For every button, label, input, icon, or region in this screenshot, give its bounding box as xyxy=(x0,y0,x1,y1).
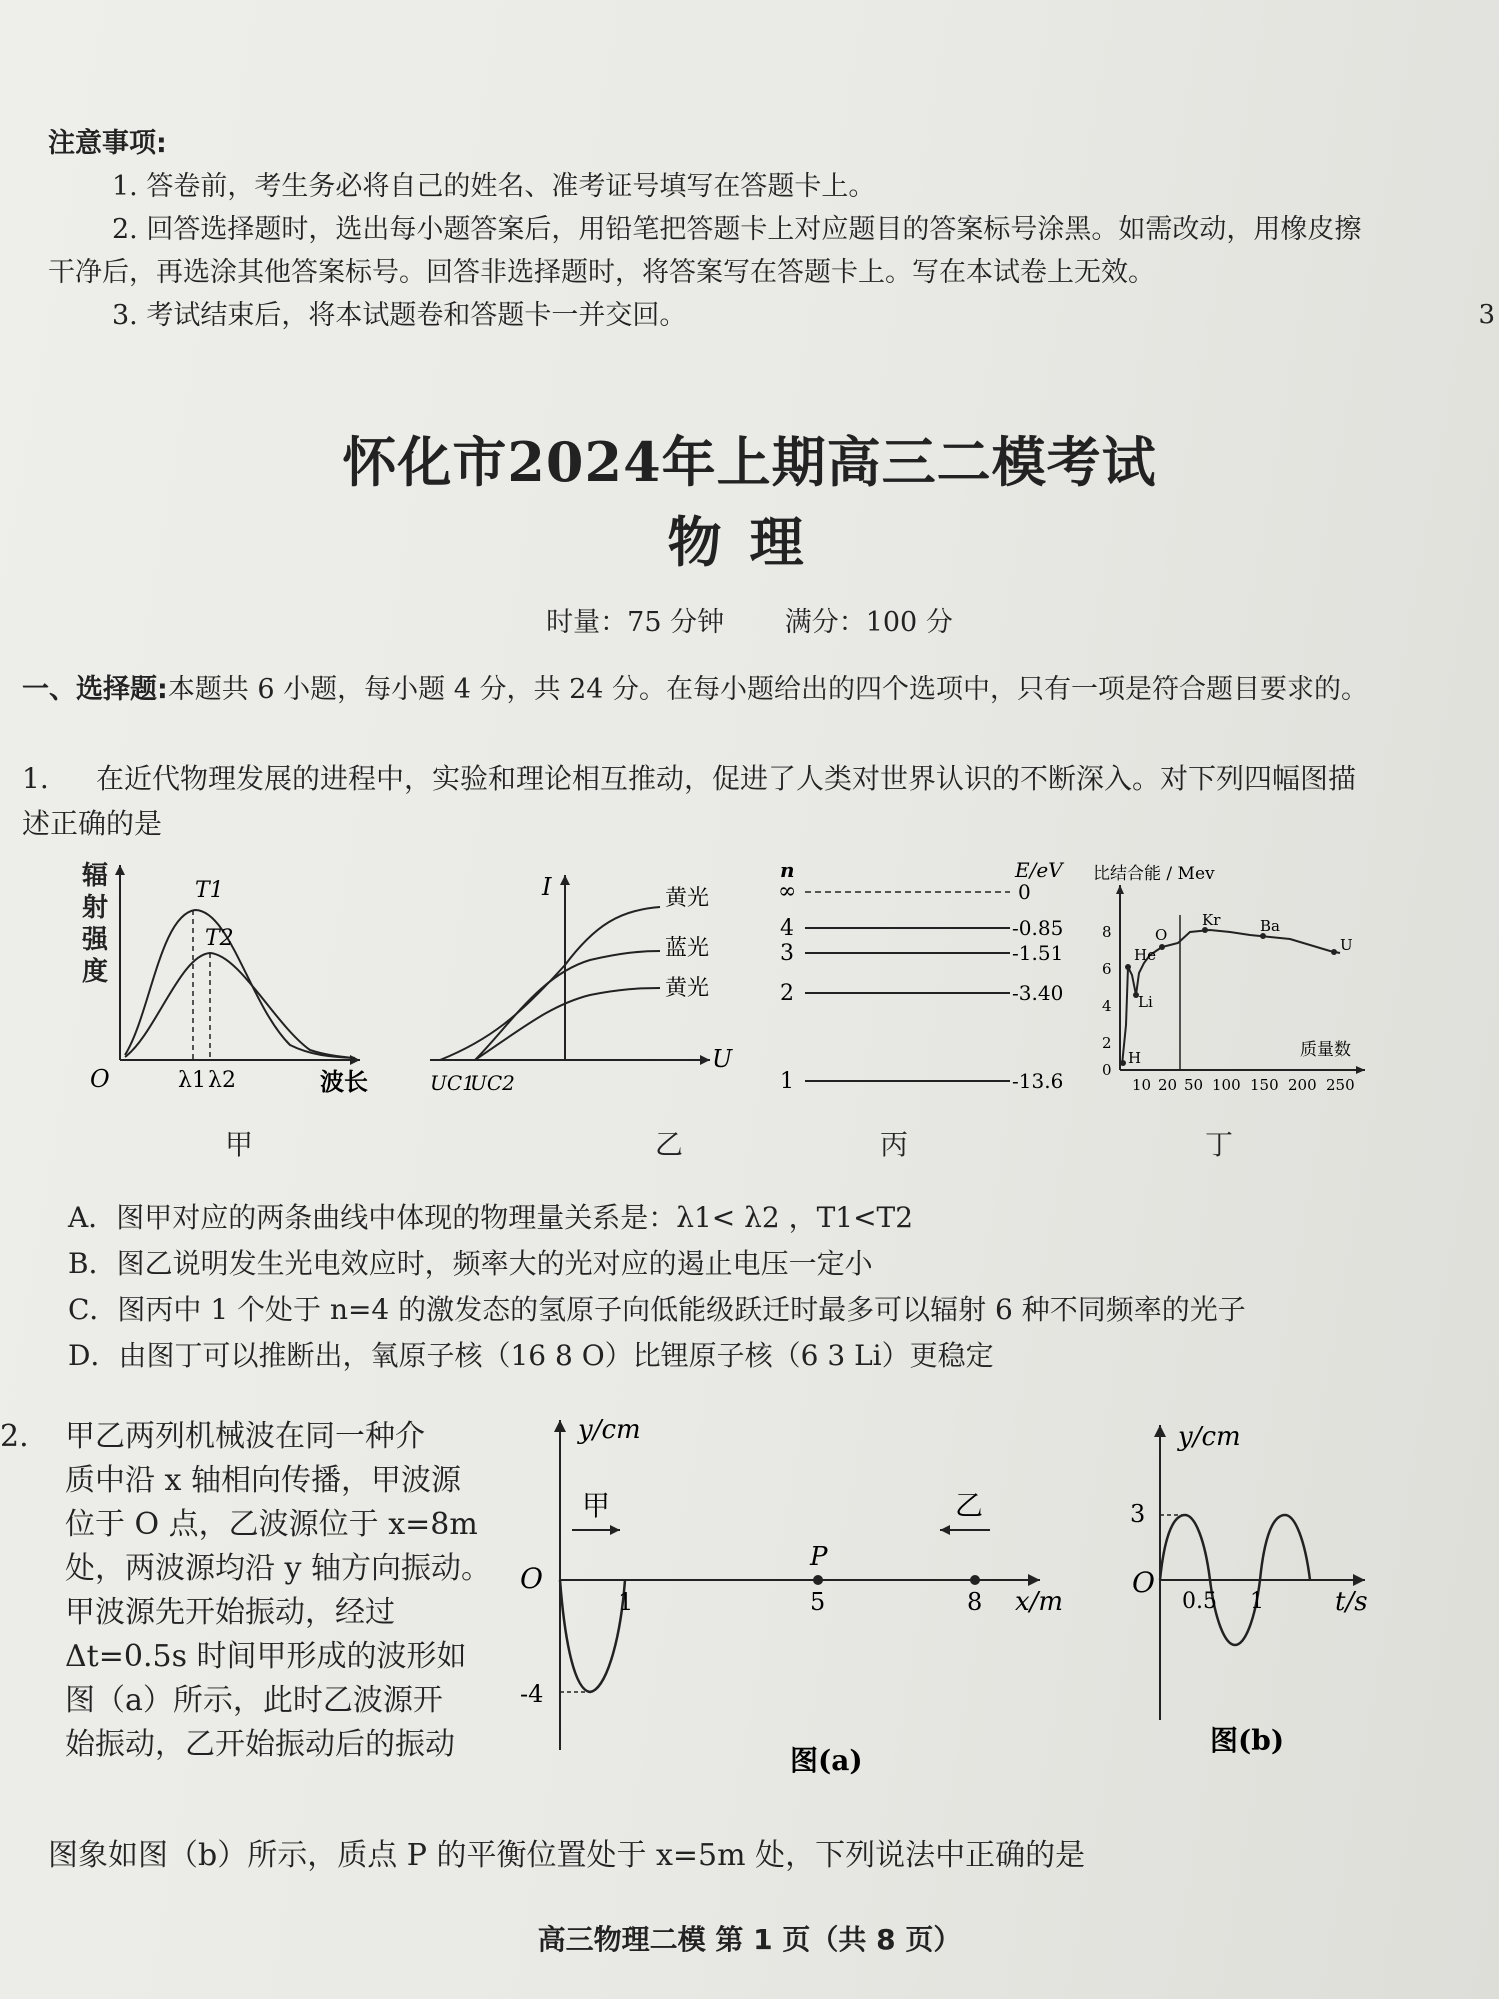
label-yaxis: y/cm xyxy=(1178,1422,1241,1452)
label-yaxis: 辐射强度 xyxy=(82,861,109,987)
stem-line: 处，两波源均沿 y 轴方向振动。 xyxy=(65,1551,492,1586)
exam-title: 怀化市2024年上期高三二模考试 xyxy=(342,430,1157,494)
level-energy: -1.51 xyxy=(1012,941,1064,965)
notes-item: 2. 回答选择题时，选出每小题答案后，用铅笔把答题卡上对应题目的答案标号涂黑。如需改动，用橡皮擦干净后，再选涂其他答案标号。回答非选择题时，将答案写在答题卡上。写在本试卷上无效。 xyxy=(48,214,1362,288)
stem-line: 图（a）所示，此时乙波源开 xyxy=(65,1683,443,1718)
label-uc2: UC2 xyxy=(470,1071,515,1095)
level-n: ∞ xyxy=(778,879,797,904)
section-heading xyxy=(22,668,1382,712)
figure-caption: 丁 xyxy=(1205,1128,1234,1161)
tick-label: -4 xyxy=(520,1680,544,1708)
figure-bing xyxy=(780,855,1080,1175)
stem-line: 始振动，乙开始振动后的振动 xyxy=(65,1727,455,1762)
curve-label: 蓝光 xyxy=(665,936,710,961)
page-footer: 高三物理二模 第 1 页（共 8 页） xyxy=(537,1923,962,1956)
label-p: P xyxy=(810,1542,828,1572)
tick-label: 8 xyxy=(967,1588,983,1616)
ytick: 2 xyxy=(1102,1034,1112,1052)
question-1-figures xyxy=(82,855,1380,1175)
question-number: 1. xyxy=(22,762,49,795)
label-origin: O xyxy=(1132,1566,1155,1599)
stem-line: 甲乙两列机械波在同一种介 xyxy=(65,1419,425,1454)
label-energy: E/eV xyxy=(1015,858,1063,882)
label-xaxis: 质量数 xyxy=(1300,1040,1351,1060)
figure-caption: 甲 xyxy=(225,1128,254,1161)
section-label: 一、选择题: xyxy=(22,674,168,705)
label-xaxis: 波长 xyxy=(320,1067,368,1096)
curve-label: 黄光 xyxy=(665,886,710,911)
xtick: 10 xyxy=(1132,1076,1152,1094)
figure-yi xyxy=(430,855,733,1175)
ytick: 4 xyxy=(1102,997,1112,1015)
tick-label: 0.5 xyxy=(1182,1589,1217,1614)
figure-caption: 乙 xyxy=(655,1128,684,1161)
nuclide-label: Kr xyxy=(1202,911,1221,929)
stem-line: 甲波源先开始振动，经过 xyxy=(65,1595,395,1630)
label-jia: 甲 xyxy=(582,1489,611,1522)
xtick: 50 xyxy=(1184,1076,1204,1094)
exam-info xyxy=(0,600,1499,639)
label-n: n xyxy=(780,858,795,882)
stem-line: Δt=0.5s 时间甲形成的波形如 xyxy=(65,1639,467,1674)
label-origin: O xyxy=(520,1562,543,1595)
level-energy: 0 xyxy=(1018,880,1031,904)
label-yi: 乙 xyxy=(955,1489,984,1522)
figure-a xyxy=(510,1410,1070,1794)
label-yaxis: y/cm xyxy=(578,1415,641,1445)
tick-label: 1 xyxy=(618,1588,634,1616)
question-2-stem xyxy=(0,1415,500,1767)
question-text: 在近代物理发展的进程中，实验和理论相互推动，促进了人类对世界认识的不断深入。对下列四幅图描述正确的是 xyxy=(22,762,1357,840)
question-1-options xyxy=(68,1195,1398,1379)
curve-label: 黄光 xyxy=(665,976,710,1001)
ytick: 0 xyxy=(1102,1061,1112,1079)
label-lambda2: λ2 xyxy=(208,1068,236,1093)
nuclide-label: O xyxy=(1155,926,1168,944)
section-text: 本题共 6 小题，每小题 4 分，共 24 分。在每小题给出的四个选项中，只有一项是符合题目要求的。 xyxy=(167,674,1369,705)
label-yaxis: 比结合能 / Mev xyxy=(1093,864,1215,884)
level-n: 2 xyxy=(780,981,794,1006)
notes-item: 1. 答卷前，考生务必将自己的姓名、准考证号填写在答题卡上。 xyxy=(112,171,876,202)
label-yaxis: I xyxy=(542,873,552,901)
label-t1: T1 xyxy=(195,878,224,903)
time-info: 时量：75 分钟 xyxy=(546,607,725,638)
level-n: 1 xyxy=(780,1069,794,1094)
question-2-last-line: 图象如图（b）所示，质点 P 的平衡位置处于 x=5m 处，下列说法中正确的是 xyxy=(48,1838,1086,1873)
figure-b xyxy=(1110,1420,1380,1774)
xtick: 20 xyxy=(1158,1076,1178,1094)
nuclide-label: Ba xyxy=(1260,917,1280,935)
xtick: 150 xyxy=(1250,1076,1279,1094)
stem-line: 位于 O 点，乙波源位于 x=8m xyxy=(65,1507,478,1542)
option-d: D．由图丁可以推断出，氧原子核（16 8 O）比锂原子核（6 3 Li）更稳定 xyxy=(68,1339,994,1372)
score-info: 满分：100 分 xyxy=(784,607,953,638)
xtick: 200 xyxy=(1288,1076,1317,1094)
level-energy: -13.6 xyxy=(1012,1069,1064,1093)
ytick: 6 xyxy=(1102,960,1112,978)
figure-jia xyxy=(82,855,380,1175)
nuclide-label: He xyxy=(1134,946,1156,964)
label-xaxis: t/s xyxy=(1335,1587,1368,1617)
xtick: 250 xyxy=(1326,1076,1355,1094)
level-energy: -3.40 xyxy=(1012,981,1064,1005)
figure-caption: 图(b) xyxy=(1210,1724,1285,1757)
label-lambda1: λ1 xyxy=(178,1068,206,1093)
xtick: 100 xyxy=(1212,1076,1241,1094)
label-xaxis: x/m xyxy=(1015,1587,1064,1617)
tick-label: 3 xyxy=(1130,1500,1146,1528)
option-a: A．图甲对应的两条曲线中体现的物理量关系是：λ1< λ2 ，T1<T2 xyxy=(68,1201,914,1234)
subject-title: 物理 xyxy=(667,510,832,574)
level-energy: -0.85 xyxy=(1012,916,1064,940)
notes-block xyxy=(48,122,1368,337)
level-n: 4 xyxy=(780,916,794,941)
question-number: 2. xyxy=(0,1419,29,1454)
tick-label: 1 xyxy=(1250,1589,1264,1614)
level-n: 3 xyxy=(780,941,794,966)
label-origin: O xyxy=(90,1065,110,1093)
question-1-stem xyxy=(22,756,1382,846)
ytick: 8 xyxy=(1102,923,1112,941)
notes-item: 3. 考试结束后，将本试题卷和答题卡一并交回。 xyxy=(112,300,687,331)
nuclide-label: U xyxy=(1340,936,1353,954)
margin-mark: 3 xyxy=(1478,300,1495,330)
label-t2: T2 xyxy=(205,926,234,951)
label-xaxis: U xyxy=(712,1045,733,1073)
notes-heading: 注意事项: xyxy=(48,128,167,159)
option-b: B．图乙说明发生光电效应时，频率大的光对应的遏止电压一定小 xyxy=(68,1247,873,1280)
figure-caption: 图(a) xyxy=(790,1744,863,1777)
figure-caption: 丙 xyxy=(880,1128,909,1161)
label-uc1: UC1 xyxy=(430,1071,475,1095)
tick-label: 5 xyxy=(810,1588,826,1616)
option-c: C．图丙中 1 个处于 n=4 的激发态的氢原子向低能级跃迁时最多可以辐射 6 种不同频率的光子 xyxy=(68,1293,1246,1326)
figure-ding xyxy=(1090,855,1380,1175)
nuclide-label: Li xyxy=(1138,993,1153,1011)
stem-line: 质中沿 x 轴相向传播，甲波源 xyxy=(65,1463,461,1498)
nuclide-label: H xyxy=(1128,1049,1142,1067)
